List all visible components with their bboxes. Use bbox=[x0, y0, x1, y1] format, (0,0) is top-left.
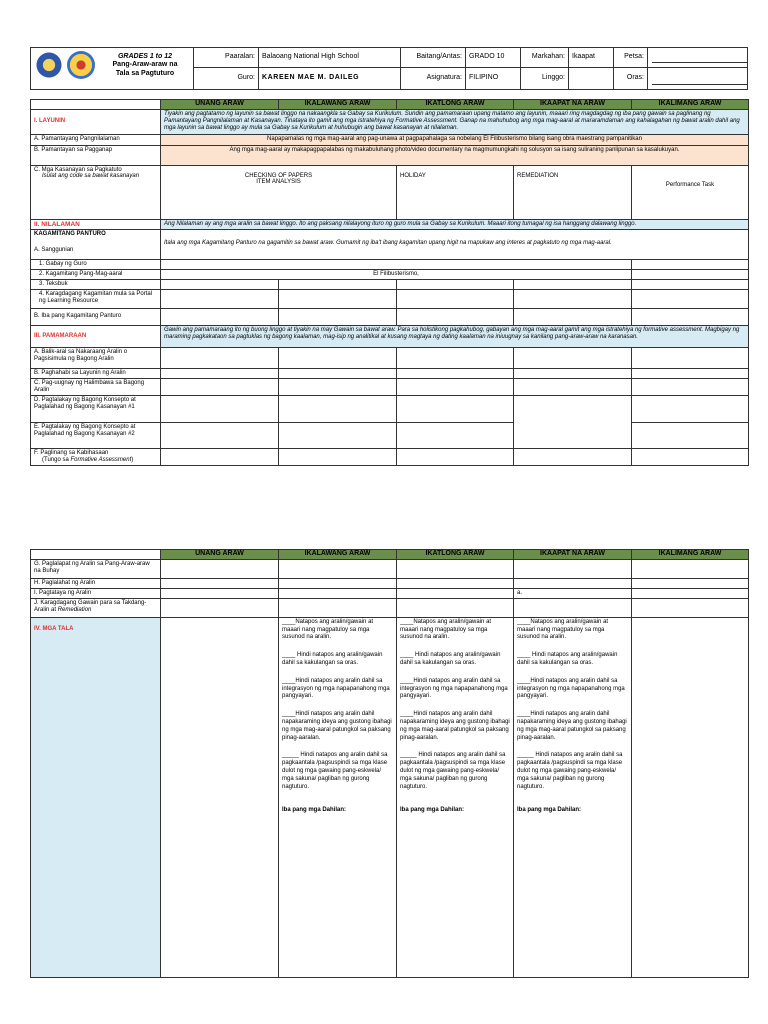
gabay-day5 bbox=[632, 260, 749, 270]
linggo-value bbox=[569, 68, 614, 90]
mga-tala-title: IV. MGA TALA bbox=[31, 617, 161, 977]
tala-item: _____ Hindi natapos ang aralin dahil sa pagkaantala /pagsuspindi sa mga klase dulot ng mga gawaing pang-eskwela/ mga sakuna/ pagliban ng gurong nagtuturo. bbox=[400, 752, 506, 790]
guro-label: Guro: bbox=[194, 68, 259, 90]
cell bbox=[514, 560, 632, 579]
header-logo-cell bbox=[31, 48, 194, 90]
pamamaraan-c-label: C. Pag-uugnay ng Halimbawa sa Bagong Aralin bbox=[31, 378, 161, 395]
kagamitang-value: El Filibusterismo, bbox=[161, 269, 632, 279]
petsa-label: Petsa: bbox=[614, 48, 648, 68]
cell bbox=[279, 368, 397, 378]
j-label-prefix: J. Karagdagang Gawain para sa Takdang-Aralin at bbox=[34, 599, 147, 613]
pamamaraan-d-label: D. Pagtalakay ng Bagong Konsepto at Paglalahad ng Bagong Kasanayan #1 bbox=[31, 396, 161, 423]
cell bbox=[632, 368, 749, 378]
lesson-plan-table-page1 bbox=[30, 99, 749, 466]
pamamaraan-g-label: G. Paglalapat ng Aralin sa Pang-Araw-araw na Buhay bbox=[31, 560, 161, 579]
pamamaraan-f-sub bbox=[34, 457, 157, 464]
kasanayan-day1 bbox=[161, 165, 397, 219]
cell bbox=[161, 598, 279, 617]
tala-day3 bbox=[397, 617, 514, 977]
school-seal-icon bbox=[67, 51, 95, 79]
markahan-value: Ikaapat bbox=[569, 48, 614, 68]
iba-dahilan: Iba pang mga Dahilan: bbox=[400, 807, 465, 814]
day-header: IKAAPAT NA ARAW bbox=[514, 550, 632, 560]
cell bbox=[397, 579, 514, 589]
day-header: IKALAWANG ARAW bbox=[279, 100, 397, 110]
form-title-line: Pang-Araw-araw na bbox=[112, 61, 178, 69]
cell bbox=[632, 449, 749, 466]
cell bbox=[514, 347, 632, 368]
kasanayan-day1-line: CHECKING OF PAPERS bbox=[244, 172, 313, 179]
cell bbox=[632, 588, 749, 598]
cell bbox=[514, 598, 632, 617]
cell bbox=[279, 579, 397, 589]
kasanayan-sub: Isulat ang code sa bawat kasanayan bbox=[42, 173, 140, 180]
cell bbox=[279, 378, 397, 395]
tala-item: ____Hindi natapos ang aralin dahil napakaraming ideya ang gustong ibahagi ng mga mag-aaral patungkol sa paksang pinag-aaralan. bbox=[517, 711, 627, 741]
kasanayan-day2: HOLIDAY bbox=[397, 165, 514, 219]
cell bbox=[632, 347, 749, 368]
cell bbox=[279, 598, 397, 617]
cell bbox=[514, 308, 632, 325]
tala-item: ____Hindi natapos ang aralin dahil sa integrasyon ng mga napapanahong mga pangyayari. bbox=[400, 677, 508, 700]
baitang-value: GRADO 10 bbox=[466, 48, 521, 68]
kasanayan-label: C. Mga Kasanayan sa Pagkatuto bbox=[34, 166, 122, 173]
tala-item: ____Hindi natapos ang aralin dahil sa integrasyon ng mga napapanahong mga pangyayari. bbox=[517, 677, 625, 700]
cell bbox=[161, 279, 279, 289]
tala-item: ____Hindi natapos ang aralin dahil napakaraming ideya ang gustong ibahagi ng mga mag-aaral patungkol sa paksang pinag-aaralan. bbox=[282, 711, 392, 741]
gabay-label: 1. Gabay ng Guro bbox=[31, 260, 161, 270]
cell bbox=[161, 396, 279, 423]
asignatura-value: FILIPINO bbox=[466, 68, 521, 90]
cell bbox=[632, 279, 749, 289]
layunin-title: I. LAYUNIN bbox=[31, 110, 161, 135]
cell bbox=[632, 308, 749, 325]
cell bbox=[514, 579, 632, 589]
pagtataya-day4: a. bbox=[514, 588, 632, 598]
cell bbox=[632, 396, 749, 423]
pamamaraan-e-label: E. Pagtalakay ng Bagong Konsepto at Paglalahad ng Bagong Kasanayan #2 bbox=[31, 423, 161, 449]
day-header: IKAAPAT NA ARAW bbox=[514, 100, 632, 110]
tala-item: _____ Hindi natapos ang aralin dahil sa pagkaantala /pagsuspindi sa mga klase dulot ng mga gawaing pang-eskwela/ mga sakuna/ pagliban ng gurong nagtuturo. bbox=[517, 752, 623, 790]
cell bbox=[279, 423, 397, 449]
cell bbox=[397, 368, 514, 378]
sanggunian-note: Itala ang mga Kagamitang Panturo na gagamitin sa bawat araw. Gumamit ng iba't ibang kagamitan upang higit na mapukaw ang interes at pagkatuto ng mga mag-aaral. bbox=[161, 230, 749, 260]
form-title bbox=[99, 53, 191, 78]
cell bbox=[161, 308, 279, 325]
pangnilalaman-value: Napapamalas ng mga mag-aaral ang pag-unawa at pagpapahalaga sa nobelang El Filibusterismo bilang isang obra maestrang pampanitikan bbox=[161, 134, 749, 145]
cell bbox=[514, 449, 632, 466]
day-header: IKALIMANG ARAW bbox=[632, 100, 749, 110]
karagdagang-label: 4. Karagdagang Kagamitan mula sa Portal ng Learning Resource bbox=[31, 289, 161, 308]
sanggunian-cell bbox=[31, 230, 161, 260]
pamamaraan-b-label: B. Paghahabi sa Layunin ng Aralin bbox=[31, 368, 161, 378]
tala-day1 bbox=[161, 617, 279, 977]
nilalaman-title: II. NILALAMAN bbox=[31, 219, 161, 229]
j-label-italic: Remediation bbox=[57, 606, 92, 613]
cell bbox=[279, 308, 397, 325]
oras-label: Oras: bbox=[614, 68, 648, 90]
oras-value bbox=[648, 68, 748, 90]
pamamaraan-i-label: I. Pagtataya ng Aralin bbox=[31, 588, 161, 598]
cell bbox=[397, 449, 514, 466]
paaralan-value: Balaoang National High School bbox=[259, 48, 401, 68]
cell bbox=[279, 560, 397, 579]
cell bbox=[632, 423, 749, 449]
kasanayan-day5: Performance Task bbox=[632, 165, 749, 219]
deped-seal-icon bbox=[35, 51, 63, 79]
cell bbox=[632, 289, 749, 308]
cell bbox=[161, 560, 279, 579]
cell bbox=[397, 289, 514, 308]
linggo-label: Linggo: bbox=[521, 68, 569, 90]
cell bbox=[397, 423, 514, 449]
cell bbox=[514, 378, 632, 395]
header-table bbox=[30, 47, 748, 90]
kasanayan-cell bbox=[31, 165, 161, 219]
pamamaraan-h-label: H. Paglalahat ng Aralin bbox=[31, 579, 161, 589]
tala-day4 bbox=[514, 617, 632, 977]
gabay-value bbox=[161, 260, 632, 270]
paaralan-label: Paaralan: bbox=[194, 48, 259, 68]
pamamaraan-title: III. PAMAMARAAN bbox=[31, 325, 161, 347]
corner-cell bbox=[31, 550, 161, 560]
cell bbox=[632, 579, 749, 589]
f-sub-prefix: (Tungo sa bbox=[42, 457, 71, 464]
cell bbox=[397, 598, 514, 617]
nilalaman-note: Ang Nilalaman ay ang mga aralin sa bawat linggo. Ito ang paksang nilalayong ituro ng guro mula sa Gabay sa Kurikulum. Maaari itong tumagal ng isa hanggang dalawang linggo. bbox=[161, 219, 749, 229]
day-header: UNANG ARAW bbox=[161, 100, 279, 110]
cell bbox=[161, 579, 279, 589]
cell bbox=[161, 347, 279, 368]
cell bbox=[279, 396, 397, 423]
tala-item: ____ Hindi natapos ang aralin/gawain dahil sa kakulangan sa oras. bbox=[400, 652, 501, 666]
cell bbox=[632, 598, 749, 617]
tala-item: _____ Hindi natapos ang aralin dahil sa pagkaantala /pagsuspindi sa mga klase dulot ng mga gawaing pang-eskwela/ mga sakuna/ pagliban ng gurong nagtuturo. bbox=[282, 752, 388, 790]
day-header: UNANG ARAW bbox=[161, 550, 279, 560]
cell bbox=[397, 308, 514, 325]
tala-item: ____Hindi natapos ang aralin dahil sa integrasyon ng mga napapanahong mga pangyayari. bbox=[282, 677, 390, 700]
cell bbox=[279, 289, 397, 308]
tala-item: ____Natapos ang aralin/gawain at maaari nang magpatuloy sa mga susunod na aralin. bbox=[400, 618, 492, 641]
tala-day2 bbox=[279, 617, 397, 977]
cell bbox=[397, 378, 514, 395]
guro-value: KAREEN MAE M. DAILEG bbox=[259, 68, 401, 90]
cell bbox=[161, 368, 279, 378]
cell bbox=[279, 347, 397, 368]
cell bbox=[632, 560, 749, 579]
iba-dahilan: Iba pang mga Dahilan: bbox=[517, 807, 582, 814]
pagganap-label: B. Pamantayan sa Pagganap bbox=[31, 145, 161, 165]
cell bbox=[279, 588, 397, 598]
f-sub-italic: Formative Assessment bbox=[70, 457, 132, 464]
markahan-label: Markahan: bbox=[521, 48, 569, 68]
tala-item: ____ Hindi natapos ang aralin/gawain dahil sa kakulangan sa oras. bbox=[282, 652, 383, 666]
kasanayan-day1-line: ITEM ANALYSIS bbox=[256, 179, 301, 186]
day-header: IKATLONG ARAW bbox=[397, 100, 514, 110]
form-title-line: Tala sa Pagtuturo bbox=[115, 69, 175, 77]
sanggunian-label: A. Sanggunian bbox=[34, 246, 74, 253]
asignatura-label: Asignatura: bbox=[401, 68, 466, 90]
cell bbox=[161, 423, 279, 449]
lesson-plan-table-page2 bbox=[30, 549, 749, 978]
cell bbox=[279, 279, 397, 289]
baitang-label: Baitang/Antas: bbox=[401, 48, 466, 68]
cell bbox=[514, 289, 632, 308]
pamamaraan-f-cell bbox=[31, 449, 161, 466]
kagamitang-label: 2. Kagamitang Pang-Mag-aaral bbox=[31, 269, 161, 279]
pamamaraan-a-label: A. Balik-aral sa Nakaraang Aralin o Pagsisimula ng Bagong Aralin bbox=[31, 347, 161, 368]
cell bbox=[397, 279, 514, 289]
iba-dahilan: Iba pang mga Dahilan: bbox=[282, 807, 347, 814]
pamamaraan-f-label: F. Paglinang sa Kabihasaan bbox=[34, 450, 109, 457]
corner-cell bbox=[31, 100, 161, 110]
cell bbox=[397, 588, 514, 598]
pamamaraan-note: Gawin ang pamamaraang ito ng buong linggo at tiyakin na may Gawain sa bawat araw. Para sa holistikong pagkahubog, gabayan ang mga mag-aaral gamit ang mga istratehiya ng formative assessment. Magbigay ng maraming pagkakataon sa pagtuklas ng bagong kaalaman, mag-isip ng analitikal at kusang magtaya ng dating kaalaman na iniuugnay sa kanilang pang-araw-araw na karanasan. bbox=[161, 325, 749, 347]
tala-item: ____Natapos ang aralin/gawain at maaari nang magpatuloy sa mga susunod na aralin. bbox=[282, 618, 374, 641]
pamamaraan-j-label bbox=[31, 598, 161, 617]
kagamitang-day5 bbox=[632, 269, 749, 279]
cell bbox=[514, 279, 632, 289]
tala-item: ____Natapos ang aralin/gawain at maaari nang magpatuloy sa mga susunod na aralin. bbox=[517, 618, 609, 641]
cell bbox=[161, 289, 279, 308]
teksbuk-label: 3. Teksbuk bbox=[31, 279, 161, 289]
cell bbox=[161, 588, 279, 598]
cell bbox=[632, 378, 749, 395]
petsa-value bbox=[648, 48, 748, 68]
day-header: IKATLONG ARAW bbox=[397, 550, 514, 560]
kagamitan-title: KAGAMITANG PANTURO bbox=[34, 231, 106, 238]
pagganap-value: Ang mga mag-aaral ay makapagpapalabas ng makabuluhang photo/video documentary na magmumungkahi ng solusyon sa isang suliraning panlipunan sa kasalukuyan. bbox=[161, 145, 749, 165]
de-day4-cell bbox=[514, 396, 632, 449]
iba-kagamitan-label: B. Iba pang Kagamitang Panturo bbox=[31, 308, 161, 325]
f-sub-suffix: ) bbox=[131, 457, 134, 464]
tala-item: ____Hindi natapos ang aralin dahil napakaraming ideya ang gustong ibahagi ng mga mag-aaral patungkol sa paksang pinag-aaralan. bbox=[400, 711, 510, 741]
layunin-note: Tiyakin ang pagtatamo ng layunin sa bawat linggo na nakaangkla sa Gabay sa Kurikulum. Sundin ang pamamaraan upang matamo ang layunin, maaari ring magdagdag ng iba pang gawain sa paglinang ng Pamantayang Pangnilalaman at Kasanayan. Tinataya ito gamit ang mga istratehiya ng Formative Assessment. Ganap na mahuhubog ang mga mag-aaral at mararamdaman ang kahalagahan ng bawat aralin dahil ang mga layunin sa bawat linggo ay mula sa Gabay sa Kurikulum at huhubugin ang bawat kasanayan at nilalaman. bbox=[161, 110, 749, 135]
day-header: IKALIMANG ARAW bbox=[632, 550, 749, 560]
cell bbox=[397, 396, 514, 423]
cell bbox=[161, 449, 279, 466]
day-header: IKALAWANG ARAW bbox=[279, 550, 397, 560]
kasanayan-day3: REMEDIATION bbox=[514, 165, 632, 219]
tala-item: ____ Hindi natapos ang aralin/gawain dahil sa kakulangan sa oras. bbox=[517, 652, 618, 666]
cell bbox=[279, 449, 397, 466]
pangnilalaman-label: A. Pamantayang Pangnilalaman bbox=[31, 134, 161, 145]
cell bbox=[397, 560, 514, 579]
cell bbox=[161, 378, 279, 395]
grades-line: GRADES 1 to 12 bbox=[117, 53, 173, 60]
cell bbox=[397, 347, 514, 368]
cell bbox=[514, 368, 632, 378]
tala-day5 bbox=[632, 617, 749, 977]
